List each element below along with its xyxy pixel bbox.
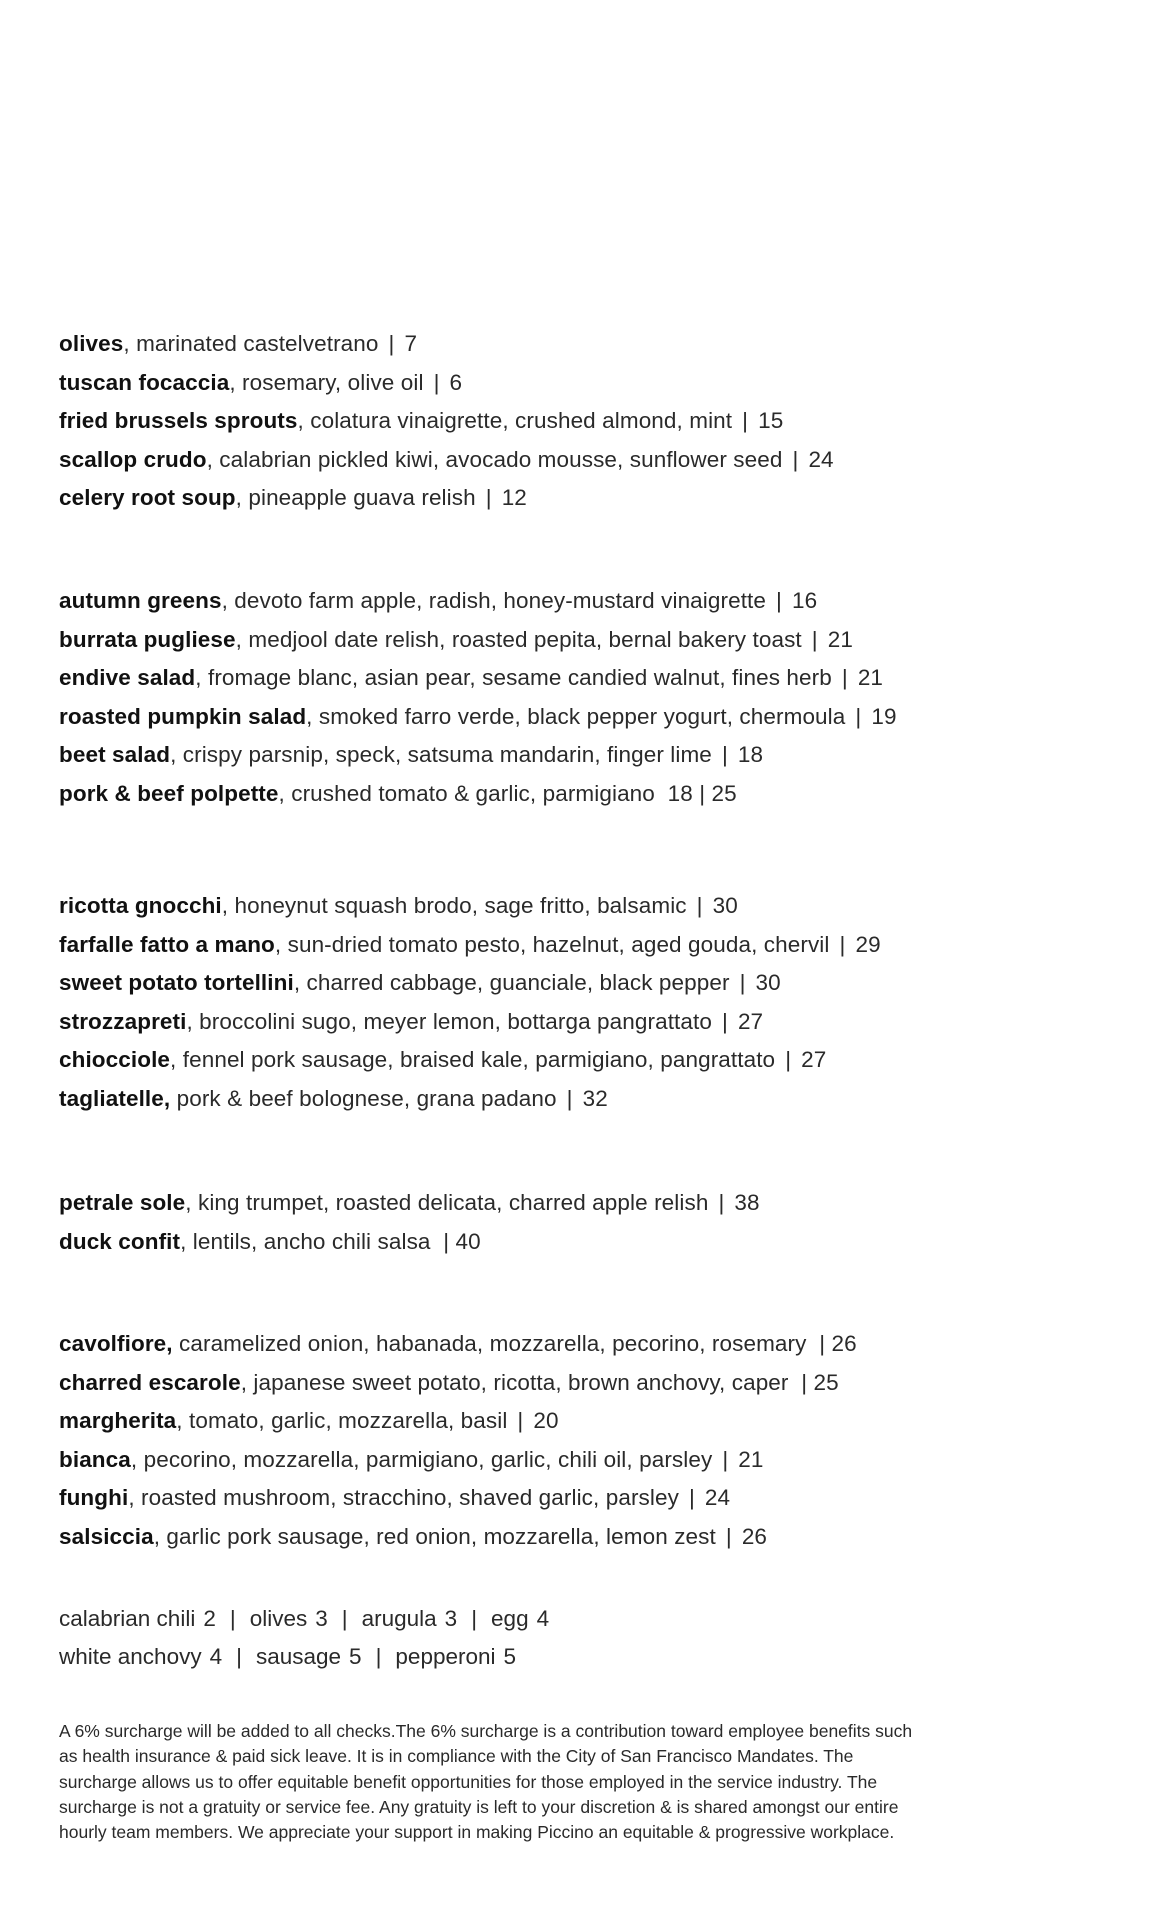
spacer	[655, 781, 668, 806]
addon-separator: |	[341, 1606, 348, 1631]
menu-item	[59, 1364, 1119, 1403]
price-separator: |	[725, 1523, 732, 1549]
item-price: 21	[738, 1446, 764, 1472]
price-separator: |	[841, 665, 848, 690]
menu-item	[59, 1223, 1119, 1262]
item-name: sweet potato tortellini	[59, 970, 294, 995]
price-separator: |	[739, 970, 746, 995]
price-separator: |	[722, 1446, 729, 1472]
item-name: tuscan focaccia	[59, 369, 230, 395]
item-price: 30	[755, 970, 781, 995]
item-description: , rosemary, olive oil	[229, 369, 424, 395]
menu-item	[59, 441, 1119, 480]
item-price: 32	[582, 1085, 608, 1111]
item-description: , charred cabbage, guanciale, black pepper	[293, 970, 730, 995]
item-name: duck confit	[59, 1228, 181, 1254]
item-price: 6	[449, 369, 463, 395]
item-description: , smoked farro verde, black pepper yogurt, chermoula	[306, 703, 846, 729]
price-separator: |	[688, 1485, 695, 1510]
menu-item	[59, 621, 1119, 660]
addons-line-2	[59, 1638, 1119, 1676]
item-price: 20	[533, 1408, 559, 1433]
addon-price: 4	[536, 1606, 550, 1631]
price-separator: |	[433, 369, 440, 395]
addon-separator: |	[375, 1643, 382, 1669]
item-price: | 40	[443, 1228, 481, 1254]
item-description: , colatura vinaigrette, crushed almond, mint	[297, 408, 733, 433]
section-pastas	[59, 887, 1119, 1118]
item-price: 24	[808, 446, 834, 472]
menu-item	[59, 325, 1119, 364]
item-description: , king trumpet, roasted delicata, charred apple relish	[185, 1190, 709, 1215]
menu-item	[59, 1479, 1119, 1518]
item-description: , honeynut squash brodo, sage fritto, balsamic	[221, 893, 687, 918]
price-separator: |	[696, 893, 703, 918]
item-description: , lentils, ancho chili salsa	[180, 1228, 431, 1254]
item-name: charred escarole	[59, 1369, 241, 1395]
item-price: 26	[741, 1523, 768, 1549]
item-description: , tomato, garlic, mozzarella, basil	[176, 1408, 508, 1433]
price-separator: |	[785, 1047, 792, 1072]
addon-price: 3	[315, 1606, 328, 1631]
item-price: 24	[704, 1485, 731, 1510]
item-name: funghi	[59, 1485, 129, 1510]
item-name: ricotta gnocchi	[59, 893, 222, 918]
menu-item	[59, 659, 1119, 698]
menu-item	[59, 1080, 1119, 1119]
price-separator: |	[517, 1408, 524, 1433]
menu-item	[59, 582, 1119, 621]
item-price: 29	[855, 931, 881, 957]
addon-name: calabrian chili	[59, 1606, 196, 1631]
item-name: olives	[59, 331, 124, 356]
addon-name: white anchovy	[59, 1643, 202, 1669]
item-description: , sun-dried tomato pesto, hazelnut, aged gouda, chervil	[274, 931, 830, 957]
item-name: scallop crudo	[59, 446, 207, 472]
item-name: farfalle	[59, 931, 140, 957]
menu-item	[59, 736, 1119, 775]
item-description: , broccolini sugo, meyer lemon, bottarga pangrattato	[186, 1008, 712, 1034]
addon-name: arugula	[361, 1606, 437, 1631]
spacer	[789, 1370, 802, 1395]
menu-item	[59, 479, 1119, 518]
item-name: bianca	[59, 1446, 131, 1472]
item-description: pork & beef bolognese, grana padano	[170, 1085, 557, 1111]
item-price: 18 | 25	[667, 780, 737, 806]
section-pizzas	[59, 1325, 1119, 1556]
item-description: , crushed tomato & garlic, parmigiano	[278, 780, 655, 806]
menu-item	[59, 1402, 1119, 1441]
menu-item	[59, 698, 1119, 737]
spacer	[431, 1229, 444, 1254]
item-name: strozzapreti	[59, 1008, 187, 1034]
item-description: , crispy parsnip, speck, satsuma mandarin, finger lime	[170, 742, 712, 767]
item-name: fried brussels sprouts	[59, 408, 298, 433]
section-starters	[59, 325, 1119, 518]
item-price: 38	[734, 1190, 760, 1215]
item-description: , pecorino, mozzarella, parmigiano, garlic, chili oil, parsley	[130, 1446, 713, 1472]
menu-item	[59, 1518, 1119, 1557]
price-separator: |	[718, 1190, 725, 1215]
item-name: margherita	[59, 1408, 177, 1433]
addon-price: 4	[209, 1643, 223, 1669]
item-description: , garlic pork sausage, red onion, mozzarella, lemon zest	[153, 1523, 716, 1549]
addon-name: pepperoni	[395, 1643, 496, 1669]
item-description: , fromage blanc, asian pear, sesame candied walnut, fines herb	[195, 665, 832, 690]
menu-item	[59, 964, 1119, 1003]
item-name: salsiccia	[59, 1523, 154, 1549]
price-separator: |	[776, 588, 782, 613]
menu-item	[59, 1325, 1119, 1364]
item-description: , marinated castelvetrano	[123, 331, 379, 356]
section-salads	[59, 582, 1119, 813]
addon-name: olives	[249, 1606, 308, 1631]
addon-separator: |	[471, 1606, 478, 1631]
item-price: 21	[827, 626, 853, 652]
item-price: 21	[857, 665, 884, 690]
item-price: 19	[871, 703, 897, 729]
item-name: beet salad	[59, 742, 171, 767]
addon-price: 2	[203, 1606, 216, 1631]
item-name: celery root soup	[59, 485, 236, 510]
item-description: , pineapple guava relish	[235, 485, 476, 510]
menu-item	[59, 775, 1119, 814]
item-name: burrata pugliese	[59, 626, 236, 652]
item-name: cavolfiore,	[59, 1331, 173, 1356]
item-name: petrale sole	[59, 1190, 186, 1215]
price-separator: |	[721, 742, 728, 767]
item-price: 27	[737, 1008, 764, 1034]
menu-item	[59, 402, 1119, 441]
menu-item	[59, 364, 1119, 403]
price-separator: |	[839, 931, 846, 957]
item-description: , roasted mushroom, stracchino, shaved garlic, parsley	[128, 1485, 679, 1510]
item-price: 18	[737, 742, 764, 767]
item-description: , devoto farm apple, radish, honey-mustard vinaigrette	[221, 588, 767, 613]
addon-price: 3	[444, 1606, 458, 1631]
item-description: , calabrian pickled kiwi, avocado mousse, sunflower seed	[206, 446, 783, 472]
menu-item	[59, 1041, 1119, 1080]
spacer	[807, 1331, 820, 1356]
item-name: roasted pumpkin salad	[59, 703, 307, 729]
addon-price: 5	[349, 1643, 362, 1669]
pizza-addons	[59, 1600, 1119, 1675]
section-mains	[59, 1184, 1119, 1261]
item-description: , japanese sweet potato, ricotta, brown anchovy, caper	[240, 1369, 789, 1395]
surcharge-note: A 6% surcharge will be added to all checks.The 6% surcharge is a contribution toward employee benefits such as health insurance & paid sick leave. It is in compliance with the City of San Francisco Mandates. The surcharge allows us to offer equitable benefit opportunities for those employed in the service industry. The surcharge is not a gratuity or service fee. Any gratuity is left to your discretion & is shared amongst our entire hourly team members. We appreciate your support in making Piccino an equitable & progressive workplace.	[59, 1721, 913, 1843]
item-name: endive salad	[59, 665, 196, 690]
item-price: 15	[758, 408, 784, 433]
price-separator: |	[742, 408, 749, 433]
item-name: chiocciole	[59, 1047, 171, 1072]
item-name: pork & beef polpette	[59, 780, 279, 806]
addon-separator: |	[229, 1606, 236, 1631]
item-description: , fennel pork sausage, braised kale, parmigiano, pangrattato	[170, 1047, 776, 1072]
item-price: 27	[801, 1047, 827, 1072]
price-separator: |	[811, 626, 818, 652]
item-description: , medjool date relish, roasted pepita, bernal bakery toast	[235, 626, 802, 652]
addons-line-1	[59, 1600, 1119, 1638]
item-price: 12	[501, 485, 527, 510]
price-separator: |	[721, 1008, 728, 1034]
menu-item	[59, 926, 1119, 965]
item-price: | 26	[819, 1331, 857, 1356]
price-separator: |	[485, 485, 492, 510]
price-separator: |	[388, 331, 395, 356]
item-name-italic: fatto a mano	[139, 931, 275, 957]
price-separator: |	[792, 446, 799, 472]
item-price: | 25	[801, 1369, 839, 1395]
item-name: autumn greens	[59, 588, 222, 613]
item-name: tagliatelle,	[59, 1085, 171, 1111]
addon-separator: |	[236, 1643, 242, 1669]
menu-item	[59, 1184, 1119, 1223]
price-separator: |	[566, 1085, 573, 1111]
addon-price: 5	[503, 1643, 517, 1669]
menu-item	[59, 1003, 1119, 1042]
item-price: 7	[404, 331, 418, 356]
menu-item	[59, 1441, 1119, 1480]
item-description: caramelized onion, habanada, mozzarella, pecorino, rosemary	[172, 1331, 807, 1356]
menu-item	[59, 887, 1119, 926]
item-price: 16	[791, 588, 818, 613]
addon-name: sausage	[255, 1643, 342, 1669]
price-separator: |	[855, 703, 862, 729]
item-price: 30	[712, 893, 738, 918]
addon-name: egg	[491, 1606, 529, 1631]
